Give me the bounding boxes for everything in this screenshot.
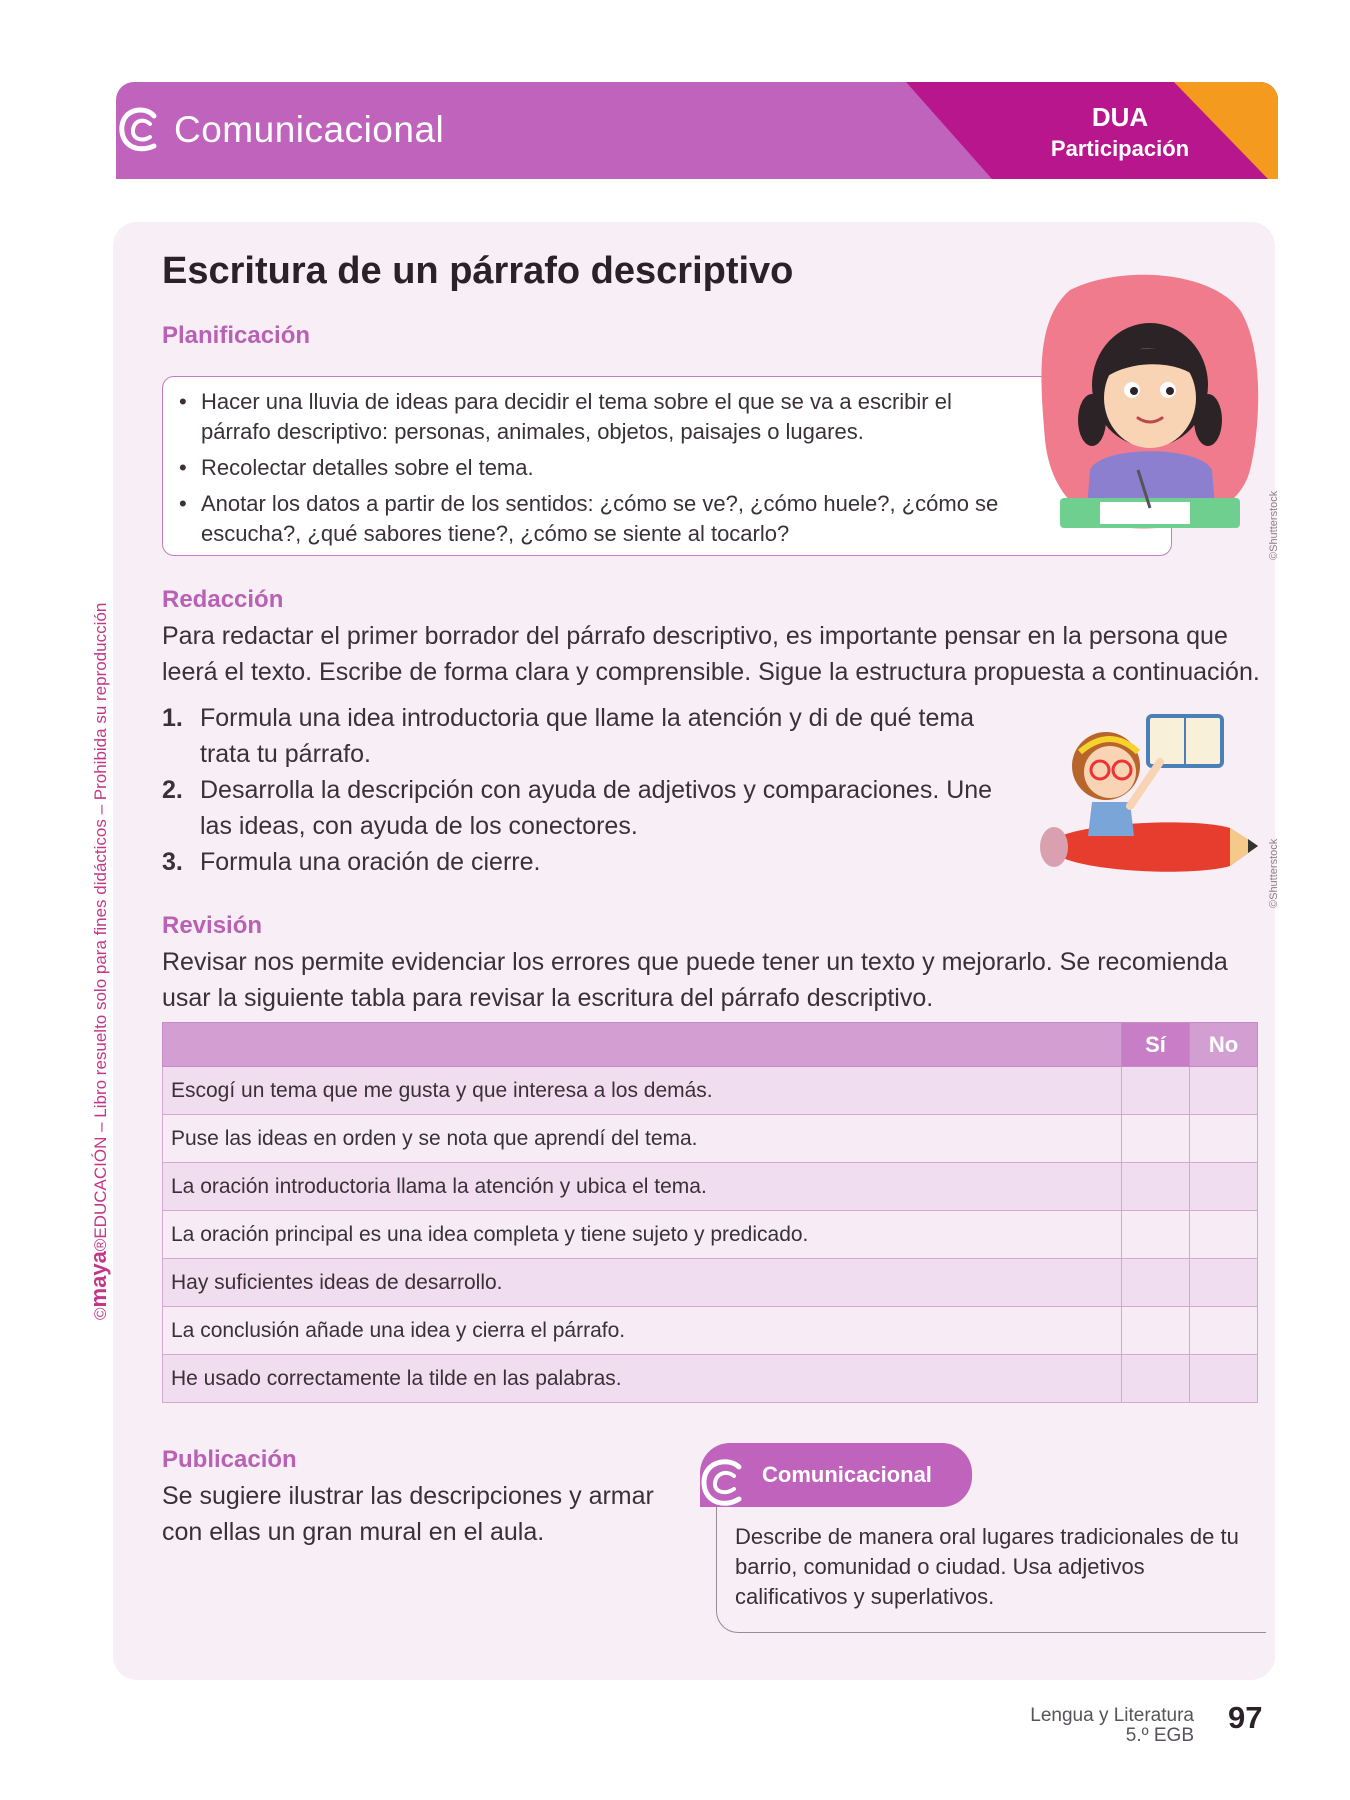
girl-on-pencil-illustration (1030, 706, 1260, 906)
checkbox-no[interactable] (1190, 1211, 1258, 1259)
criterion-cell: La oración introductoria llama la atención y ubica el tema. (163, 1163, 1122, 1211)
revision-text: Revisar nos permite evidenciar los errores que puede tener un texto y mejorarlo. Se recomienda usar la siguiente tabla para revisar la escritura del párrafo descriptivo. (162, 948, 1228, 1012)
table-row (163, 1355, 1258, 1403)
step-number: 2. (162, 776, 183, 804)
heading-planificacion: Planificación (162, 322, 311, 349)
checkbox-si[interactable] (1122, 1115, 1190, 1163)
table-header-blank (163, 1023, 1122, 1067)
step-text: Formula una idea introductoria que llame la atención y di de qué tema trata tu párrafo. (200, 704, 975, 768)
step-number: 3. (162, 848, 183, 876)
step-item (162, 772, 1022, 844)
dua-subtitle: Participación (1050, 136, 1190, 161)
checkbox-si[interactable] (1122, 1259, 1190, 1307)
criterion-cell: Puse las ideas en orden y se nota que aprendí del tema. (163, 1115, 1122, 1163)
table-header-row (163, 1023, 1258, 1067)
checkbox-no[interactable] (1190, 1355, 1258, 1403)
callout-label: Comunicacional (762, 1462, 932, 1487)
table-row (163, 1307, 1258, 1355)
criterion-cell: Escogí un tema que me gusta y que interesa a los demás. (163, 1067, 1122, 1115)
revision-table (162, 1022, 1258, 1403)
grade-label: 5.º EGB (1125, 1725, 1194, 1746)
step-item (162, 844, 1022, 880)
heading-revision: Revisión (162, 912, 263, 939)
publicacion-text: Se sugiere ilustrar las descripciones y armar con ellas un gran mural en el aula. (162, 1482, 654, 1546)
dua-title: DUA (1091, 102, 1149, 132)
checkbox-si[interactable] (1122, 1067, 1190, 1115)
checkbox-no[interactable] (1190, 1307, 1258, 1355)
checkbox-si[interactable] (1122, 1163, 1190, 1211)
criterion-cell: He usado correctamente la tilde en las palabras. (163, 1355, 1122, 1403)
copyright-rest: EDUCACIÓN – Libro resuelto solo para fines didácticos – Prohibida su reproducción (91, 602, 110, 1239)
section-banner (116, 82, 1278, 179)
comunicacional-c-icon (116, 104, 162, 158)
table-row (163, 1115, 1258, 1163)
step-text: Formula una oración de cierre. (200, 848, 541, 876)
checkbox-si[interactable] (1122, 1211, 1190, 1259)
planificacion-list (201, 387, 1021, 549)
callout-text: Describe de manera oral lugares tradicionales de tu barrio, comunidad o ciudad. Usa adjetivos calificativos y superlativos. (735, 1524, 1239, 1609)
table-row (163, 1163, 1258, 1211)
checkbox-no[interactable] (1190, 1067, 1258, 1115)
redaccion-steps (162, 700, 1022, 880)
step-number: 1. (162, 704, 183, 732)
step-item (162, 700, 1022, 772)
redaccion-text: Para redactar el primer borrador del párrafo descriptivo, es importante pensar en la persona que leerá el texto. Escribe de forma clara y comprensible. Sigue la estructura propuesta a continuación. (162, 622, 1260, 686)
heading-publicacion: Publicación (162, 1446, 297, 1473)
copyright-symbol: © (91, 1307, 110, 1320)
checkbox-no[interactable] (1190, 1115, 1258, 1163)
footer-subject (1030, 1706, 1194, 1746)
image-credit: ©Shutterstock (1268, 490, 1280, 560)
checkbox-si[interactable] (1122, 1307, 1190, 1355)
girl-drawing-illustration (1040, 270, 1260, 550)
column-si: Sí (1122, 1023, 1190, 1067)
criterion-cell: La oración principal es una idea completa y tiene sujeto y predicado. (163, 1211, 1122, 1259)
criterion-cell: Hay suficientes ideas de desarrollo. (163, 1259, 1122, 1307)
planificacion-box (162, 376, 1172, 556)
brand-maya: maya (86, 1251, 111, 1308)
list-item: • Hacer una lluvia de ideas para decidir el tema sobre el que se va a escribir el párrafo descriptivo: personas, animales, objetos, paisajes o lugares. (201, 387, 1021, 447)
subject-name: Lengua y Literatura (1030, 1705, 1194, 1726)
banner-title: Comunicacional (174, 109, 445, 150)
page-title: Escritura de un párrafo descriptivo (162, 250, 794, 292)
checkbox-no[interactable] (1190, 1259, 1258, 1307)
table-row (163, 1259, 1258, 1307)
checkbox-no[interactable] (1190, 1163, 1258, 1211)
step-text: Desarrolla la descripción con ayuda de adjetivos y comparaciones. Une las ideas, con ayuda de los conectores. (200, 776, 993, 840)
table-row (163, 1211, 1258, 1259)
checkbox-si[interactable] (1122, 1355, 1190, 1403)
comunicacional-c-icon (699, 1455, 745, 1513)
list-item: • Anotar los datos a partir de los sentidos: ¿cómo se ve?, ¿cómo huele?, ¿cómo se escucha?, ¿qué sabores tiene?, ¿cómo se siente al tocarlo? (201, 489, 1021, 549)
page-number: 97 (1228, 1700, 1263, 1735)
heading-redaccion: Redacción (162, 586, 284, 613)
side-copyright (86, 603, 112, 1320)
table-row (163, 1067, 1258, 1115)
criterion-cell: La conclusión añade una idea y cierra el párrafo. (163, 1307, 1122, 1355)
list-item: • Recolectar detalles sobre el tema. (201, 453, 1021, 483)
registered-symbol: ® (91, 1238, 110, 1252)
column-no: No (1190, 1023, 1258, 1067)
image-credit: ©Shutterstock (1268, 838, 1280, 908)
